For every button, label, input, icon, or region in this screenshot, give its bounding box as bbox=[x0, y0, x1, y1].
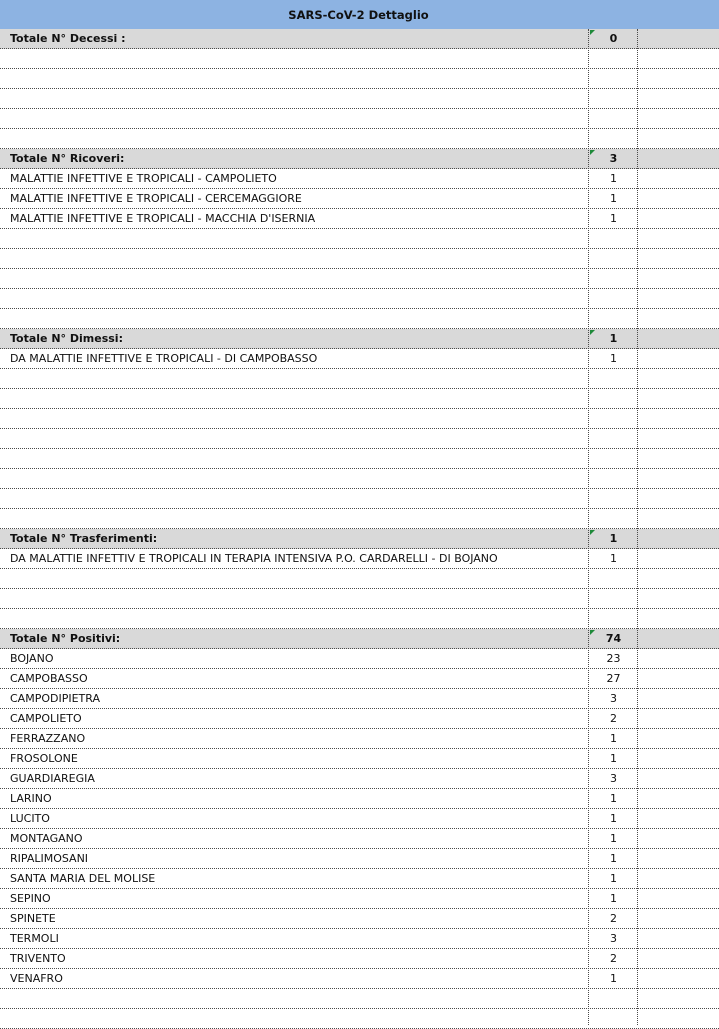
cell-error-indicator-icon bbox=[590, 630, 595, 635]
row-label: CAMPOLIETO bbox=[10, 712, 82, 725]
table-row bbox=[0, 169, 719, 189]
section-header-row bbox=[0, 629, 719, 649]
cell-error-indicator-icon bbox=[590, 150, 595, 155]
table-row bbox=[0, 769, 719, 789]
row-label: SPINETE bbox=[10, 912, 56, 925]
table-row bbox=[0, 549, 719, 569]
table-row bbox=[0, 809, 719, 829]
section-title: Totale N° Trasferimenti: bbox=[10, 532, 158, 545]
empty-row bbox=[0, 49, 719, 69]
row-value: 1 bbox=[610, 752, 617, 765]
empty-row bbox=[0, 229, 719, 249]
row-value: 1 bbox=[610, 192, 617, 205]
section-total: 1 bbox=[609, 532, 618, 545]
empty-row bbox=[0, 469, 719, 489]
row-label: DA MALATTIE INFETTIVE E TROPICALI - DI CAMPOBASSO bbox=[10, 352, 318, 365]
row-label: SANTA MARIA DEL MOLISE bbox=[10, 872, 156, 885]
row-label: MALATTIE INFETTIVE E TROPICALI - CERCEMAGGIORE bbox=[10, 192, 302, 205]
empty-row bbox=[0, 129, 719, 149]
empty-row bbox=[0, 429, 719, 449]
table-row bbox=[0, 729, 719, 749]
empty-row bbox=[0, 89, 719, 109]
table-row bbox=[0, 789, 719, 809]
empty-row bbox=[0, 249, 719, 269]
empty-row bbox=[0, 609, 719, 629]
table-row bbox=[0, 909, 719, 929]
row-label: MONTAGANO bbox=[10, 832, 83, 845]
row-value: 3 bbox=[610, 932, 617, 945]
row-value: 1 bbox=[610, 212, 617, 225]
empty-row bbox=[0, 109, 719, 129]
row-label: BOJANO bbox=[10, 652, 54, 665]
empty-row bbox=[0, 1009, 719, 1029]
empty-row bbox=[0, 489, 719, 509]
empty-row bbox=[0, 989, 719, 1009]
table-row bbox=[0, 829, 719, 849]
row-value: 3 bbox=[610, 772, 617, 785]
empty-row bbox=[0, 509, 719, 529]
cell-error-indicator-icon bbox=[590, 330, 595, 335]
cell-error-indicator-icon bbox=[590, 30, 595, 35]
section-header-row bbox=[0, 29, 719, 49]
table-row bbox=[0, 869, 719, 889]
row-label: FERRAZZANO bbox=[10, 732, 86, 745]
column-divider-extra bbox=[637, 29, 638, 1025]
table-row bbox=[0, 209, 719, 229]
row-label: VENAFRO bbox=[10, 972, 63, 985]
row-value: 2 bbox=[610, 712, 617, 725]
cell-error-indicator-icon bbox=[590, 530, 595, 535]
row-value: 1 bbox=[610, 812, 617, 825]
empty-row bbox=[0, 409, 719, 429]
table-row bbox=[0, 849, 719, 869]
row-label: SEPINO bbox=[10, 892, 51, 905]
table-row bbox=[0, 349, 719, 369]
empty-row bbox=[0, 569, 719, 589]
row-value: 1 bbox=[610, 172, 617, 185]
row-value: 1 bbox=[610, 872, 617, 885]
table-row bbox=[0, 889, 719, 909]
empty-row bbox=[0, 289, 719, 309]
table-row bbox=[0, 929, 719, 949]
table-body bbox=[0, 29, 719, 1029]
row-label: CAMPODIPIETRA bbox=[10, 692, 100, 705]
row-label: GUARDIAREGIA bbox=[10, 772, 95, 785]
table-row bbox=[0, 689, 719, 709]
row-value: 1 bbox=[610, 352, 617, 365]
section-title: Totale N° Ricoveri: bbox=[10, 152, 125, 165]
row-label: DA MALATTIE INFETTIV E TROPICALI IN TERAPIA INTENSIVA P.O. CARDARELLI - DI BOJANO bbox=[10, 552, 498, 565]
table-row bbox=[0, 189, 719, 209]
table-row bbox=[0, 949, 719, 969]
section-header-row bbox=[0, 149, 719, 169]
row-value: 1 bbox=[610, 852, 617, 865]
row-value: 2 bbox=[610, 912, 617, 925]
row-label: LARINO bbox=[10, 792, 52, 805]
section-total: 1 bbox=[609, 332, 618, 345]
sheet-title bbox=[0, 0, 719, 30]
row-label: LUCITO bbox=[10, 812, 50, 825]
section-title: Totale N° Dimessi: bbox=[10, 332, 123, 345]
section-header-row bbox=[0, 329, 719, 349]
row-value: 23 bbox=[606, 652, 621, 665]
row-value: 1 bbox=[610, 792, 617, 805]
row-label: CAMPOBASSO bbox=[10, 672, 88, 685]
row-value: 1 bbox=[610, 552, 617, 565]
row-value: 1 bbox=[610, 732, 617, 745]
table-row bbox=[0, 649, 719, 669]
section-title: Totale N° Positivi: bbox=[10, 632, 121, 645]
empty-row bbox=[0, 589, 719, 609]
empty-row bbox=[0, 309, 719, 329]
row-value: 1 bbox=[610, 832, 617, 845]
section-total: 3 bbox=[609, 152, 618, 165]
empty-row bbox=[0, 449, 719, 469]
row-label: MALATTIE INFETTIVE E TROPICALI - MACCHIA D'ISERNIA bbox=[10, 212, 316, 225]
table-row bbox=[0, 749, 719, 769]
row-label: FROSOLONE bbox=[10, 752, 78, 765]
sheet-title-text: SARS-CoV-2 Dettaglio bbox=[288, 7, 429, 22]
empty-row bbox=[0, 369, 719, 389]
row-label: MALATTIE INFETTIVE E TROPICALI - CAMPOLIETO bbox=[10, 172, 277, 185]
empty-row bbox=[0, 389, 719, 409]
table-row bbox=[0, 969, 719, 989]
section-title: Totale N° Decessi : bbox=[10, 32, 126, 45]
row-value: 3 bbox=[610, 692, 617, 705]
section-header-row bbox=[0, 529, 719, 549]
row-value: 1 bbox=[610, 892, 617, 905]
row-value: 2 bbox=[610, 952, 617, 965]
section-total: 74 bbox=[605, 632, 622, 645]
section-total: 0 bbox=[609, 32, 618, 45]
row-value: 1 bbox=[610, 972, 617, 985]
row-label: TERMOLI bbox=[10, 932, 59, 945]
table-row bbox=[0, 669, 719, 689]
row-label: RIPALIMOSANI bbox=[10, 852, 89, 865]
row-value: 27 bbox=[606, 672, 621, 685]
row-label: TRIVENTO bbox=[10, 952, 66, 965]
table-row bbox=[0, 709, 719, 729]
empty-row bbox=[0, 69, 719, 89]
column-divider-value bbox=[588, 29, 589, 1025]
empty-row bbox=[0, 269, 719, 289]
